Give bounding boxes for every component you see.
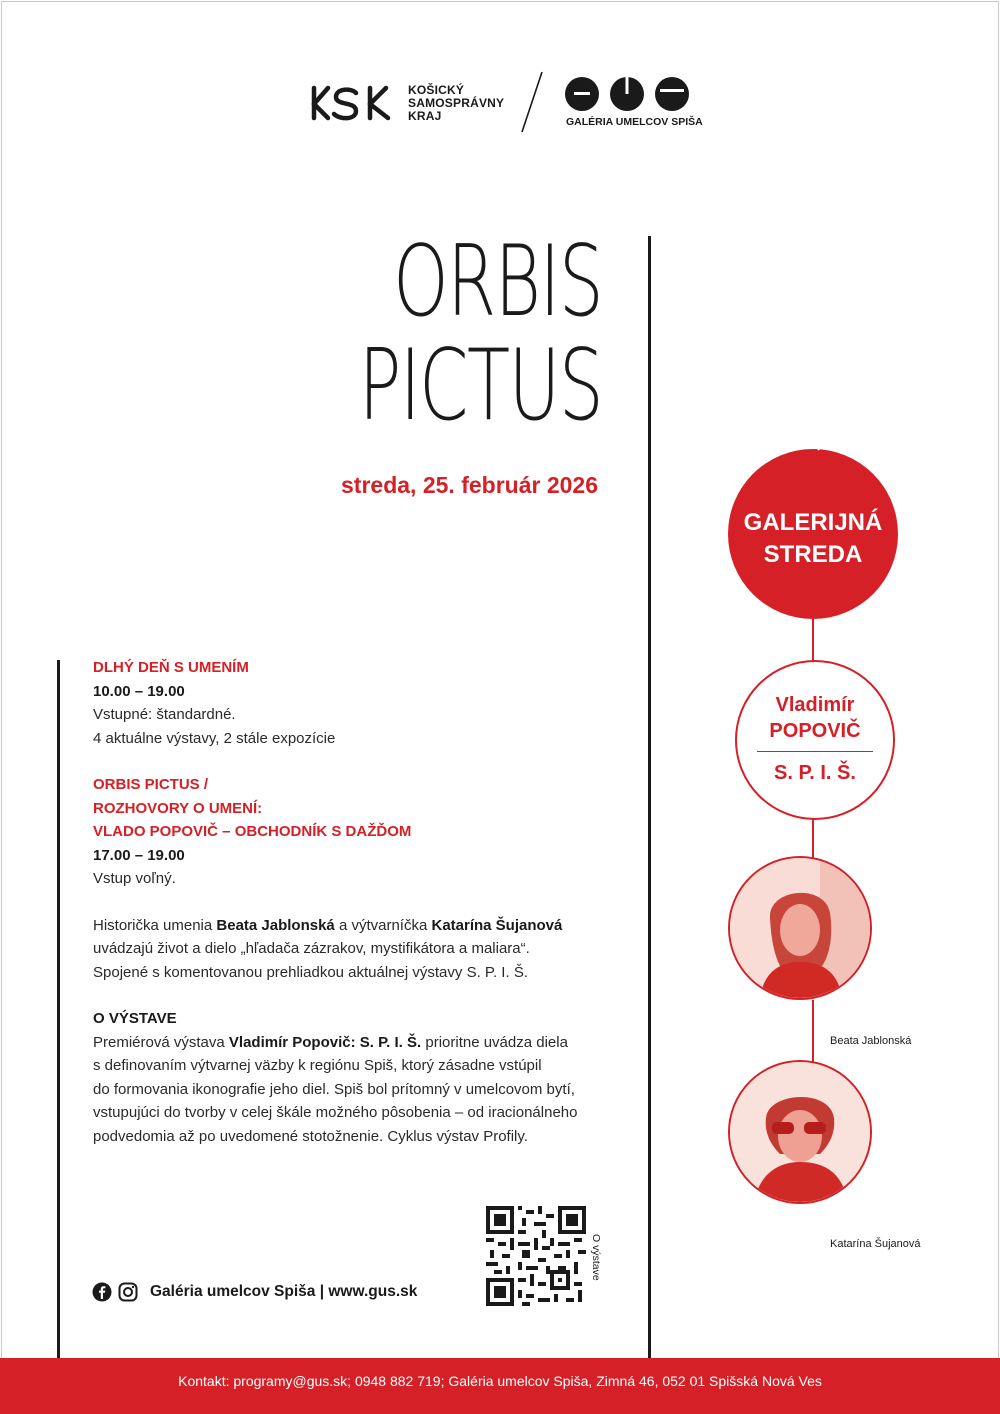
portrait-katarina-sujanova [728,1060,872,1204]
ksk-wordmark [408,84,504,123]
badge-line-2: STREDA [763,541,863,568]
program-text [93,656,633,1148]
title-line-1: ORBIS [392,225,602,339]
exhibition-name: Vladimír Popovič: S. P. I. Š. [228,1033,422,1051]
exhibition-title: S. P. I. Š. [774,762,856,784]
ksk-line-2: SAMOSPRÁVNY [408,96,505,110]
block2-para-line-1 [93,914,633,938]
block1-time: 10.00 – 19.00 [93,682,185,700]
block3-line-1 [93,1031,633,1055]
block2-entry: Vstup voľný. [93,870,176,887]
gus-caption: GALÉRIA UMELCOV SPIŠA [566,116,703,128]
qr-label: O výstave [590,1234,602,1281]
qr-code[interactable] [486,1206,586,1306]
portrait-beata-jablonska [728,856,872,1000]
badge-line-1: GALERIJNÁ [743,509,883,536]
block2-para-line-3: Spojené s komentovanou prehliadkou aktuálnej výstavy S. P. I. Š. [93,963,528,981]
instagram-icon[interactable] [118,1282,138,1302]
ksk-line-3: KRAJ [408,109,442,123]
logo-divider [518,70,548,134]
block1-line-2: 4 aktuálne výstavy, 2 stále expozície [93,729,336,747]
block2-heading-2: ROZHOVORY O UMENÍ: [93,799,263,817]
portrait-image [730,1062,870,1202]
event-date: streda, 25. február 2026 [341,472,598,498]
badge-label [728,507,898,571]
artist-divider [757,751,873,752]
title-line-2: PICTUS [358,329,602,443]
block2-para-line-2: uvádzajú život a dielo „hľadača zázrakov, mystifikátora a maliara“. [93,940,530,957]
connector-line [812,818,814,858]
caption-person-1: Beata Jablonská [830,1035,912,1047]
block2-heading-3: VLADO POPOVIČ – OBCHODNÍK S DAŽĎOM [93,823,412,840]
block3-line-2: s definovaním výtvarnej väzby k regiónu Spiš, ktorý zásadne vstúpil [93,1057,542,1074]
person-name: Beata Jablonská [216,916,335,934]
connector-line [812,619,814,662]
para-text: prioritne uvádza diela [421,1033,568,1051]
para-text: Premiérová výstava [93,1033,229,1051]
caption-person-2: Katarína Šujanová [830,1238,921,1250]
block3-heading: O VÝSTAVE [93,1010,177,1027]
block3-line-5: podvedomia až po uvedomené stotožnenie. Cyklus výstav Profily. [93,1127,528,1145]
artist-first-name: Vladimír [775,694,855,716]
block2-heading-1: ORBIS PICTUS / [93,776,209,793]
footer-contact: Kontakt: programy@gus.sk; 0948 882 719; Galéria umelcov Spiša, Zimná 46, 052 01 Spišská Nová Ves [178,1373,822,1389]
gus-logo [564,76,690,112]
ksk-logo [310,80,400,124]
ksk-line-1: KOŠICKÝ [408,83,465,97]
para-text: Historička umenia [93,916,217,934]
connector-line [812,1000,814,1062]
main-divider-line [648,236,651,1358]
block1-heading: DLHÝ DEŇ S UMENÍM [93,659,249,676]
para-text: a výtvarníčka [334,916,432,934]
artist-last-name: POPOVIČ [769,720,861,742]
block3-line-3: do formovania ikonografie jeho diel. Spiš bol prítomný v umelcovom bytí, [93,1080,575,1098]
galerijna-streda-badge [728,449,898,619]
block2-time: 17.00 – 19.00 [93,846,185,864]
portrait-image [730,858,870,998]
social-website-text[interactable]: Galéria umelcov Spiša | www.gus.sk [150,1283,418,1300]
facebook-icon[interactable] [92,1282,112,1302]
left-divider-line [57,660,60,1358]
social-links [92,1282,417,1302]
block3-line-4: vstupujúci do tvorby v celej škále možného pôsobenia – od iracionálneho [93,1104,578,1121]
poster-title [358,225,602,443]
artist-badge [735,660,895,820]
block1-line-1: Vstupné: štandardné. [93,706,236,723]
person-name: Katarína Šujanová [431,916,563,934]
